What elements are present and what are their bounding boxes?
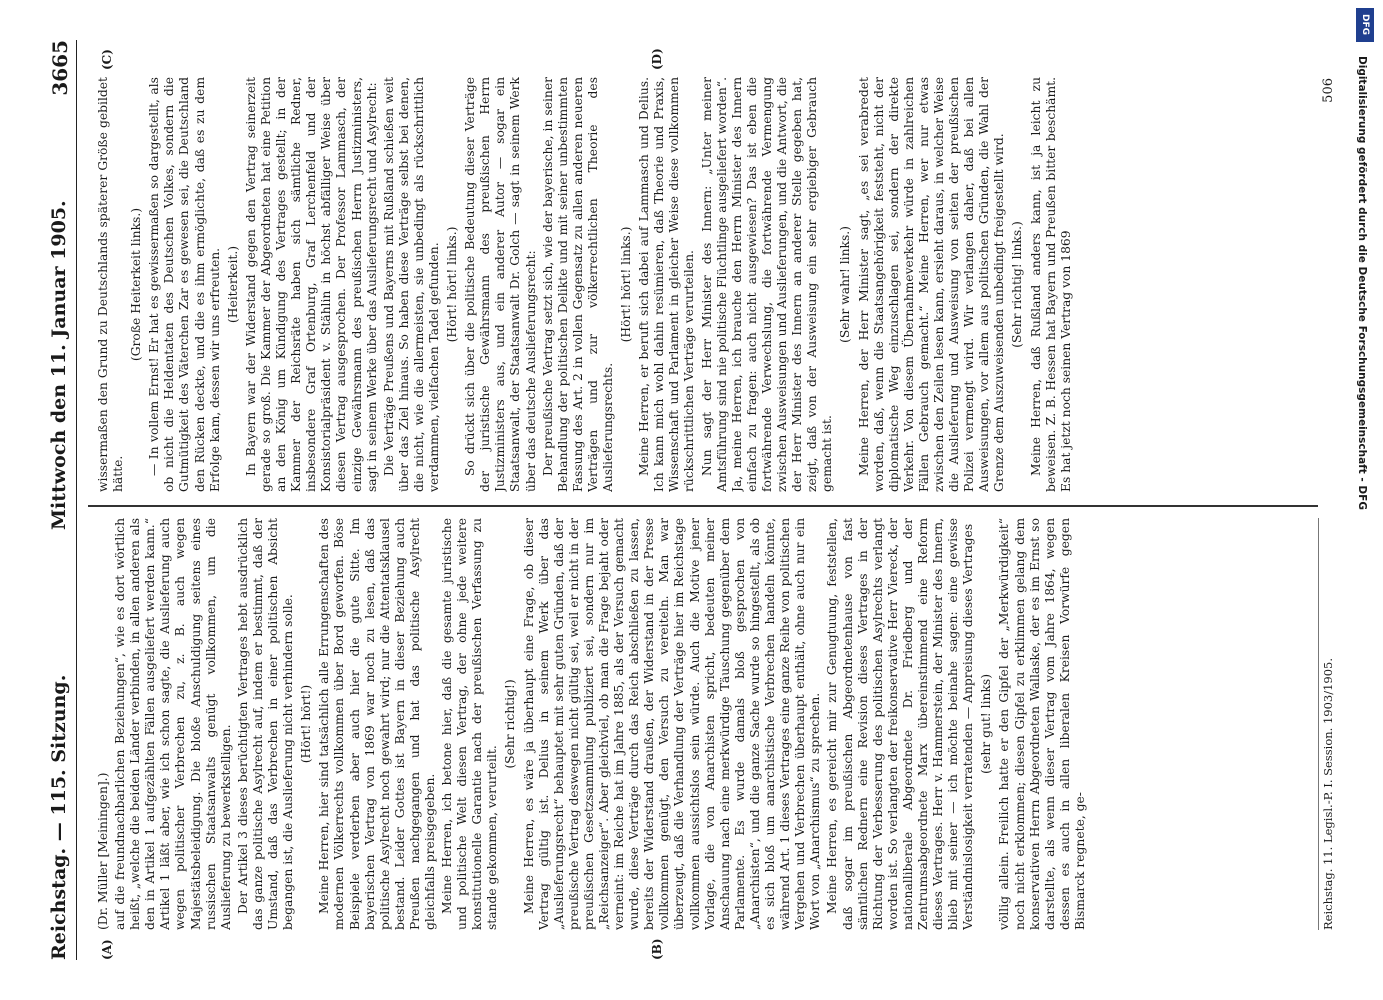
paragraph: Nun sagt der Herr Minister des Innern: „Unter meiner Amtsführung sind nie politische Flüchtlinge ausgeliefert worden“. Ja, meine Herren, ich brauche den Herrn Minister des Innern einfach zu fragen: auch nicht ausgewiesen? Das ist eben die fortwährende Verwechslung, die fortwährende Vermengung zwischen Ausweisungen und Auslieferungen, und die Antwort, die der Herr Minister des Innern an anderer Stelle gegeben hat, zeigt, daß von der Ausweisung ein sehr ergiebiger Gebrauch gemacht ist.: [699, 77, 835, 492]
page-header: [42, 40, 77, 960]
digitization-credit: [1350, 16, 1376, 976]
paragraph: Meine Herren, hier sind tatsächlich alle Errungenschaften des modernen Völkerrechts vollkommen über Bord geworfen. Böse Beispiele verderben aber auch hier die gute Sitte. Im bayerischen Vertrag von 1869 war noch zu lesen, daß das politische Asylrecht noch gewahrt wird; nur die Attentatsklausel bestand. Leider Gottes ist Bayern in dieser Beziehung auch Preußen nachgegangen und hat das politische Asylrecht gleichfalls preisgegeben.: [317, 518, 437, 930]
credit-text: Digitalisierung gefördert durch die Deutsche Forschungsgemeinschaft - DFG: [1356, 56, 1368, 510]
header-page-number: 3665: [48, 40, 72, 96]
interjection: (Große Heiterkeit links.): [129, 207, 144, 362]
interjection: (Sehr wahr! links.): [838, 226, 853, 343]
right-column: [96, 77, 1306, 492]
margin-mark-d: (D): [650, 48, 664, 70]
left-column: [96, 518, 1306, 930]
page-footer: [1318, 78, 1336, 930]
paragraph: Meine Herren, ich betone hier, daß die gesamte juristische und politische Welt diesen Vertrag, der ohne jede weitere konstitutionelle Garantie nach der preußischen Verfassung zu stande gekommen, verurteilt.: [440, 518, 500, 930]
quotation: Die Verträge Preußens und Bayerns mit Rußland schießen weit über das Ziel hinaus. So haben diese Verträge selbst bei denen, die nicht, wie die allermeisten, sie unbedingt als rückschrittlich verdammen, vielfachen Tadel gefunden.: [381, 77, 441, 492]
footer-session: Reichstag. 11. Legisl.-P. I. Session. 1903/1905.: [1321, 657, 1335, 930]
paragraph: Der Artikel 3 dieses berüchtigten Vertrages hebt ausdrücklich das ganze politische Asylrecht auf, indem er bestimmt, daß der Umstand, daß das Verbrechen in einer politischen Absicht begangen ist, die Auslieferung nicht verhindern solle.: [235, 518, 296, 930]
interjection: (sehr gut! links): [979, 673, 994, 775]
dfg-logo-text: DFG: [1360, 14, 1370, 36]
header-left: Reichstag. — 115. Sitzung.: [48, 674, 70, 960]
paragraph: In Bayern war der Widerstand gegen den Vertrag seinerzeit gerade so groß. Die Kammer der Abgeordneten hat eine Petition an den König um Kündigung des Vertrages gestellt; in der Kammer der Reichsräte haben sich sämtliche Redner, insbesondere Graf Ortenburg, Graf Lerchenfeld und der Konsistorialpräsident v. Stählin in höchst abfälliger Weise über diesen Vertrag ausgesprochen. Der Professor Lammasch, der einzige Gewährsmann des preußischen Herrn Justizministers, sagt in seinem Werke über das Auslieferungsrecht und Asylrecht:: [243, 77, 379, 492]
interjection: (Sehr richtig!): [503, 679, 518, 769]
paragraph: völlig allein. Freilich hatte er den Gipfel der „Merkwürdigkeit“ noch nicht erklommen; diesen Gipfel zu erklimmen gelang dem konservativen Herrn Abgeordneten Wallaske, der es im Ernst so darstellte, als wenn dieser Vertrag vom Jahre 1864, wegen dessen es auch in allen liberalen Kreisen Vorwürfe gegen Bismarck regnete, ge-: [997, 518, 1087, 930]
margin-mark-a: (A): [100, 939, 114, 960]
interjection: (Hört! hört! links.): [619, 226, 634, 343]
paragraph: Meine Herren, er beruft sich dabei auf Lammasch und Delius. Ich kann mich wohl dahin resümieren, daß Theorie und Praxis, Wissenschaft und Parlament in gleicher Weise diese vollkommen rückschrittlichen Verträge verurteilen.: [637, 77, 697, 492]
paragraph: — In vollem Ernst! Er hat es gewissermaßen so dargestellt, als ob nicht die Heldentaten des Deutschen Volkes, sondern die Gutmütigkeit des Väterchen Zar es gewesen sei, die Deutschland den Rücken deckte, und die es ihm ermöglichte, daß es zu dem Erfolge kam, dessen wir uns erfreuten.: [147, 77, 222, 492]
footer-page-number: 506: [1321, 78, 1336, 103]
paragraph: Meine Herren, daß Rußland anders kann, ist ja leicht zu beweisen. Z. B. Hessen hat Bayern und Preußen bitter beschämt. Es hat jetzt noch seinen Vertrag von 1869: [1028, 77, 1073, 492]
paragraph: wissermaßen den Grund zu Deutschlands späterer Größe gebildet hätte.: [96, 77, 126, 492]
interjection: (Hört! hört! links.): [445, 226, 460, 343]
paragraph: Meine Herren, der Herr Minister sagt, „es sei verabredet worden, daß, wenn die Staatsangehörigkeit feststeht, nicht der diplomatische Weg einzuschlagen sei, sondern der direkte Verkehr. Von diesem Übernahmeverkehr würde in zahlreichen Fällen Gebrauch gemacht.“ Meine Herren, wer nur etwas zwischen den Zeilen lesen kann, ersieht daraus, in welcher Weise die Auslieferung und Ausweisung von seiten der preußischen Polizei vermengt wird. Wir verlangen daher, daß bei allen Ausweisungen, vor allem aus politischen Gründen, die Wahl der Grenze dem Auszuweisenden unbedingt freigestellt wird.: [856, 77, 1007, 492]
interjection: (Heiterkeit.): [225, 245, 240, 324]
margin-mark-c: (C): [100, 49, 114, 70]
interjection: (Sehr richtig! links.): [1010, 221, 1025, 348]
paragraph: Meine Herren, es gereicht mir zur Genugtuung, feststellen, daß sogar im preußischen Abgeordnetenhause von fast sämtlichen Rednern eine Revision dieses Vertrages in der Richtung der Verbesserung des politischen Asylrechts verlangt worden ist. So verlangten der freikonservative Herr Viereck, der nationalliberale Abgeordnete Dr. Friedberg und der Zentrumsabgeordnete Marx übereinstimmend eine Reform dieses Vertrages. Herr v. Hammerstein, der Minister des Innern, blieb mit seiner — ich möchte beinahe sagen: eine gewisse Verständnislosigkeit verratenden — Anpreisung dieses Vertrages: [825, 518, 976, 930]
paragraph: Meine Herren, es wäre ja überhaupt eine Frage, ob dieser Vertrag gültig ist. Delius in seinem Werk über das „Auslieferungsrecht“ behauptet mit sehr guten Gründen, daß der preußische Vertrag deswegen nicht gültig sei, weil er nicht in der preußischen Gesetzsammlung publiziert sei, sondern nur im „Reichsanzeiger“. Aber gleichviel, ob man die Frage bejaht oder verneint: im Reiche hat im Jahre 1885, als der Versuch gemacht wurde, diese Verträge durch das Reich abschließen zu lassen, bereits der Widerstand draußen, der Widerstand in der Presse vollkommen genügt, den Versuch zu vereiteln. Man war überzeugt, daß die Verhandlung der Verträge hier im Reichstage vollkommen aussichtslos sein würde. Auch die Motive jener Vorlage, die von Anarchisten spricht, bedeuten meiner Anschauung nach eine merkwürdige Täuschung gegenüber dem Parlamente. Es wurde damals bloß gesprochen von „Anarchisten“, und die ganze Sache wurde so hingestellt, als ob es sich bloß um anarchistische Verbrechen handeln könnte, während Art. 1 dieses Vertrages eine ganze Reihe von politischen Vergehen und Verbrechen überhaupt enthält, ohne auch nur ein Wort von „Anarchismus“ zu sprechen.: [521, 518, 823, 930]
interjection: (Hört! hört!): [299, 684, 314, 764]
column-divider: [88, 506, 1318, 508]
header-date: Mittwoch den 11. Januar 1905.: [48, 200, 70, 530]
speaker-line: (Dr. Müller [Meiningen].): [96, 772, 110, 930]
margin-mark-b: (B): [650, 938, 664, 960]
paragraph: So drückt sich über die politische Bedeutung dieser Verträge der juristische Gewährsmann des preußischen Herrn Justizministers aus, und ein anderer Autor — sogar ein Staatsanwalt, der Staatsanwalt Dr. Golch — sagt in seinem Werk über das deutsche Auslieferungsrecht:: [463, 77, 538, 492]
paragraph: auf die freundnachbarlichen Beziehungen“, wie es dort wörtlich heißt, „welche die beiden Länder verbinden, in allen anderen als den in Artikel 1 aufgezählten Fällen ausgeliefert werden kann.“ Artikel 1 läßt aber, wie ich schon sagte, die Auslieferung auch wegen politischer Verbrechen zu, z. B. auch wegen Majestätsbeleidigung. Die bloße Anschuldigung seitens eines russischen Staatsanwalts genügt vollkommen, um die Auslieferung zu bewerkstelligen.: [113, 518, 233, 930]
quotation: Der preußische Vertrag setzt sich, wie der bayerische, in seiner Behandlung der politischen Delikte und mit seiner unbestimmten Fassung des Art. 2 in vollen Gegensatz zu allen anderen neueren Verträgen und zur völkerrechtlichen Theorie des Auslieferungsrechts.: [540, 77, 615, 492]
